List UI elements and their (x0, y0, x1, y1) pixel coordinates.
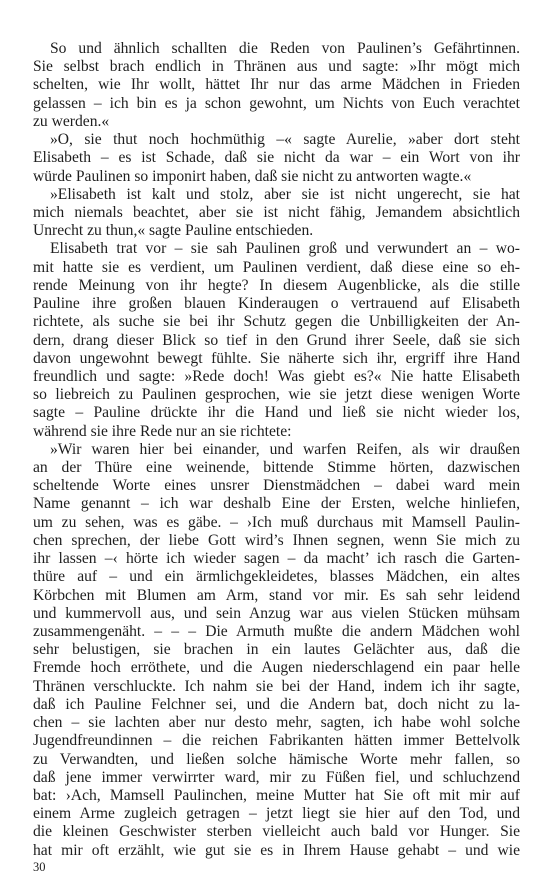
page-number: 30 (33, 860, 46, 874)
text-line: thüre auf – und ein ärmlichgekleidetes, blasses Mädchen, ein altes (33, 568, 520, 586)
text-line: zu werden.« (33, 112, 110, 130)
text-line: bat: ›Ach, Mamsell Paulinchen, meine Mutter hat Sie oft mit mir auf (33, 786, 520, 804)
text-line: daß jene immer verwirrter ward, mir zu Füßen fiel, und schluchzend (33, 768, 520, 786)
text-line: »O, sie thut noch hochmüthig –« sagte Aurelie, »aber dort steht (50, 131, 520, 149)
text-line: dern, drang dieser Blick so tief in den Grund ihrer Seele, daß sie sich (33, 331, 520, 349)
text-line: um zu sehen, was es gäbe. – ›Ich muß durchaus mit Mamsell Paulin- (33, 513, 520, 531)
body-text (33, 40, 520, 860)
text-line: richtete, als suche sie bei ihr Schutz gegen die Unbilligkeiten der An- (33, 313, 520, 331)
text-line: So und ähnlich schallten die Reden von Paulinen’s Gefährtinnen. (50, 40, 520, 57)
text-line: sehr belustigen, sie brachen in ein lautes Gelächter aus, daß die (33, 641, 520, 659)
text-line: »Wir waren hier bei einander, und warfen Reifen, als wir draußen (50, 440, 520, 458)
text-line: gelassen – ich bin es ja schon gewohnt, um Nichts von Euch verachtet (33, 94, 520, 112)
text-line: Körbchen mit Blumen am Arm, stand vor mir. Es sah sehr leidend (33, 586, 520, 604)
text-line: chen sprechen, der liebe Gott wird’s Ihnen segnen, wenn Sie mich zu (33, 531, 520, 549)
text-line: »Elisabeth ist kalt und stolz, aber sie ist nicht ungerecht, sie hat (50, 185, 520, 203)
text-line: an der Thüre eine weinende, bittende Stimme hörten, dazwischen (33, 459, 520, 477)
text-line: ihr lassen –‹ hörte ich wieder sagen – da macht’ ich rasch die Garten- (33, 550, 520, 568)
text-line: zu Verwandten, und ließen solche hämische Worte mehr fallen, so (33, 750, 520, 768)
text-line: zusammengenäht. – – – Die Armuth mußte die andern Mädchen wohl (33, 623, 520, 640)
text-line: mich niemals beachtet, aber sie ist nicht fähig, Jemandem absichtlich (33, 203, 520, 221)
text-line: einem Arme zugleich getragen – jetzt liegt sie hier auf den Tod, und (33, 805, 520, 823)
text-line: und kummervoll aus, und sein Anzug war aus vielen Stücken mühsam (33, 604, 520, 622)
text-line: Unrecht zu thun,« sagte Pauline entschieden. (33, 222, 314, 240)
text-line: Sie selbst brach endlich in Thränen aus und sagte: »Ihr mögt mich (33, 58, 520, 76)
text-line: rende Meinung von ihr hegte? In diesem Augenblicke, als die stille (33, 276, 520, 294)
text-line: Jugendfreundinnen – die reichen Fabrikanten hätten immer Bettelvolk (33, 732, 520, 750)
text-line: davon ungewohnt bewegt fühlte. Sie näherte sich ihr, ergriff ihre Hand (33, 349, 520, 367)
text-line: hat mir oft erzählt, wie gut sie es in Ihrem Hause gehabt – und wie (33, 841, 520, 859)
text-line: freundlich und sagte: »Rede doch! Was giebt es?« Nie hatte Elisabeth (33, 367, 520, 385)
text-line: scheltende Worte eines unsrer Dienstmädchen – dabei ward mein (33, 477, 520, 495)
text-line: chen – sie lachten aber nur desto mehr, sagten, ich habe wohl solche (33, 714, 520, 732)
text-line: mit hatte sie es verdient, um Paulinen verdient, daß diese eine so eh- (33, 258, 520, 276)
text-line: Elisabeth trat vor – sie sah Paulinen groß und verwundert an – wo- (50, 240, 520, 258)
text-line: die kleinen Geschwister sterben vielleicht auch bald vor Hunger. Sie (33, 823, 520, 841)
text-line: Thränen verschluckte. Ich nahm sie bei der Hand, indem ich ihr sagte, (33, 677, 520, 695)
text-line: sagte – Pauline drückte ihr die Hand und ließ sie nicht wieder los, (33, 404, 520, 422)
text-line: Fremde hoch erröthete, und die Augen niederschlagend ein paar helle (33, 659, 520, 677)
text-line: schelten, wie Ihr wollt, hättet Ihr nur das arme Mädchen in Frieden (33, 76, 520, 94)
text-line: Pauline ihre großen blauen Kinderaugen o vertrauend auf Elisabeth (33, 295, 520, 313)
text-line: Name genannt – ich war deshalb Eine der Ersten, welche hinliefen, (33, 495, 520, 513)
text-line: daß ich Pauline Felchner sei, und die Andern bat, doch nicht zu la- (33, 695, 520, 713)
text-line: würde Paulinen so imponirt haben, daß sie nicht zu antworten wagte.« (33, 167, 472, 185)
text-line: während sie ihre Rede nur an sie richtete: (33, 422, 292, 440)
text-line: Elisabeth – es ist Schade, daß sie nicht da war – ein Wort von ihr (33, 149, 520, 167)
text-line: so liebreich zu Paulinen gesprochen, wie sie jetzt diese wenigen Worte (33, 386, 520, 404)
